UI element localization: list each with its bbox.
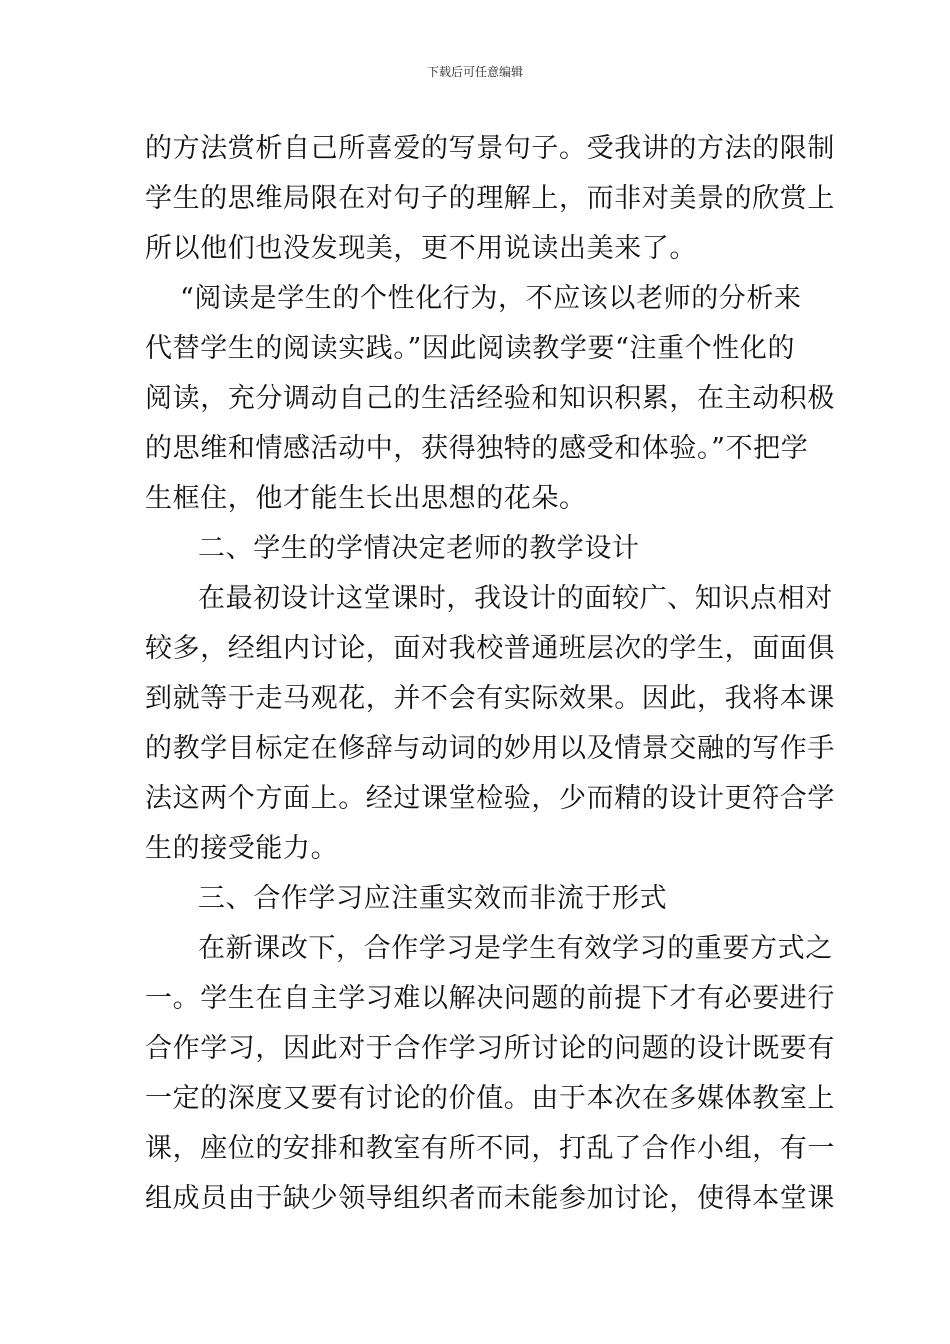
paragraph-line: 在最初设计这堂课时，我设计的面较广、知识点相对 (198, 583, 833, 614)
paragraph-line: 在新课改下，合作学习是学生有效学习的重要方式之 (198, 933, 833, 964)
paragraph-line: 学生的思维局限在对句子的理解上，而非对美景的欣赏上 (145, 183, 835, 214)
paragraph-line: 的方法赏析自己所喜爱的写景句子。受我讲的方法的限制 (145, 133, 835, 164)
paragraph-line: 一。学生在自主学习难以解决问题的前提下才有必要进行 (145, 983, 835, 1014)
paragraph-line: 一定的深度又要有讨论的价值。由于本次在多媒体教室上 (145, 1083, 835, 1114)
paragraph-line: 代替学生的阅读实践。”因此阅读教学要“注重个性化的 (145, 333, 796, 364)
paragraph-line: 阅读，充分调动自己的生活经验和知识积累，在主动积极 (145, 383, 835, 414)
paragraph-line: “阅读是学生的个性化行为，不应该以老师的分析来 (180, 283, 802, 314)
paragraph-line: 所以他们也没发现美，更不用说读出美来了。 (145, 233, 697, 264)
paragraph-line: 合作学习，因此对于合作学习所讨论的问题的设计既要有 (145, 1033, 835, 1064)
section-heading: 二、学生的学情决定老师的教学设计 (198, 533, 640, 564)
paragraph-line: 生的接受能力。 (145, 833, 339, 864)
paragraph-line: 法这两个方面上。经过课堂检验，少而精的设计更符合学 (145, 783, 835, 814)
paragraph-line: 到就等于走马观花，并不会有实际效果。因此，我将本课 (145, 683, 835, 714)
paragraph-line: 的思维和情感活动中，获得独特的感受和体验。”不把学 (145, 433, 809, 464)
paragraph-line: 较多，经组内讨论，面对我校普通班层次的学生，面面俱 (145, 633, 835, 664)
paragraph-line: 组成员由于缺少领导组织者而未能参加讨论，使得本堂课 (145, 1183, 835, 1214)
paragraph-line: 课，座位的安排和教室有所不同，打乱了合作小组，有一 (145, 1133, 835, 1164)
paragraph-line: 的教学目标定在修辞与动词的妙用以及情景交融的写作手 (145, 733, 835, 764)
section-heading: 三、合作学习应注重实效而非流于形式 (198, 883, 668, 914)
paragraph-line: 生框住，他才能生长出思想的花朵。 (145, 483, 587, 514)
page-header: 下载后可任意编辑 (426, 65, 523, 79)
